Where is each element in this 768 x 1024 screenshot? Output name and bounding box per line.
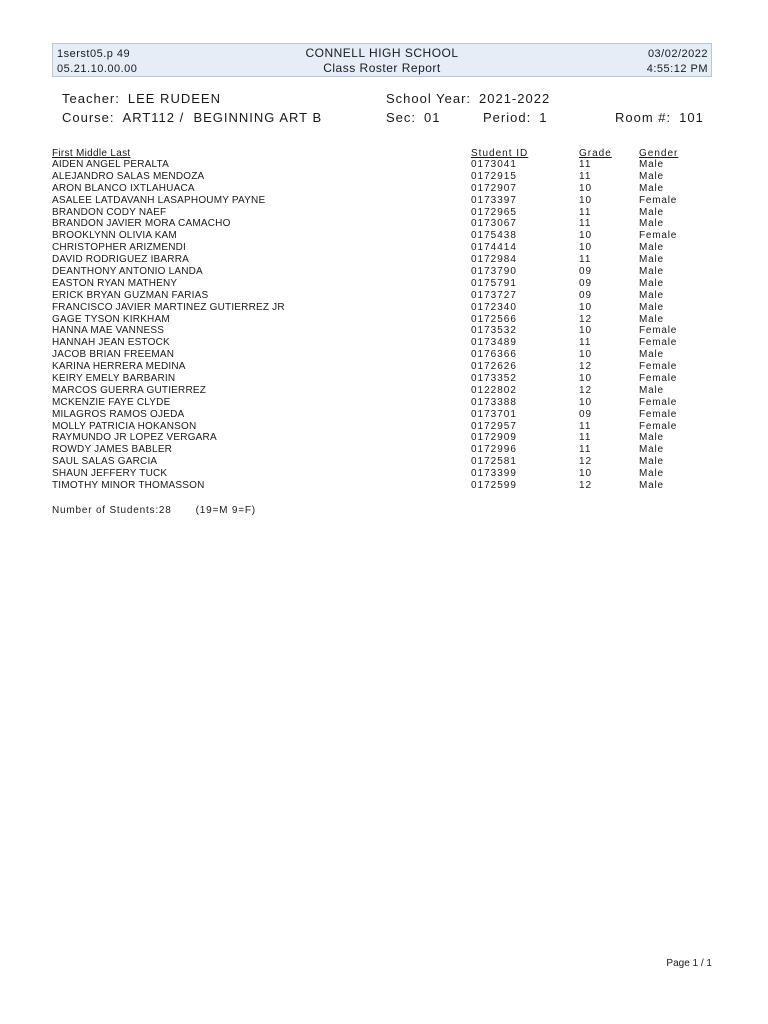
student-grade: 09 [579, 289, 593, 301]
student-id: 0172566 [471, 313, 517, 325]
student-id: 0173727 [471, 289, 517, 301]
table-row [52, 314, 712, 326]
student-grade: 10 [579, 325, 593, 337]
student-grade: 10 [579, 194, 593, 206]
table-row [52, 266, 712, 278]
student-name: DEANTHONY ANTONIO LANDA [52, 266, 203, 278]
course-label: Course: [62, 110, 115, 125]
student-id: 0172965 [471, 206, 517, 218]
student-id: 0175791 [471, 277, 517, 289]
header-center [53, 46, 711, 76]
student-grade: 12 [579, 384, 593, 396]
student-name: CHRISTOPHER ARIZMENDI [52, 242, 187, 254]
student-grade: 11 [579, 218, 592, 230]
table-row [52, 195, 712, 207]
student-gender: Male [639, 242, 664, 254]
report-time: 4:55:12 PM [646, 63, 708, 75]
student-grade: 09 [579, 408, 593, 420]
student-gender: Female [639, 194, 678, 206]
student-name: GAGE TYSON KIRKHAM [52, 313, 170, 325]
student-id: 0172909 [471, 432, 517, 444]
student-gender: Female [639, 408, 678, 420]
student-name: ALEJANDRO SALAS MENDOZA [52, 170, 205, 182]
student-grade: 10 [579, 242, 593, 254]
table-row [52, 242, 712, 254]
header-right [647, 47, 708, 77]
student-gender: Male [639, 170, 664, 182]
student-grade: 12 [579, 313, 593, 325]
page-number: Page 1 / 1 [666, 958, 712, 969]
program-id: 1serst05.p 49 [57, 48, 131, 60]
student-name: SHAUN JEFFERY TUCK [52, 468, 168, 480]
table-row [52, 254, 712, 266]
section-info [386, 109, 440, 127]
column-header-grade: Grade [579, 148, 612, 159]
table-row [52, 397, 712, 409]
student-gender: Female [639, 420, 678, 432]
student-id: 0122802 [471, 384, 517, 396]
table-row [52, 325, 712, 337]
table-row [52, 456, 712, 468]
student-grade: 11 [579, 444, 592, 456]
table-row [52, 337, 712, 349]
student-gender: Female [639, 396, 678, 408]
teacher-info [62, 90, 221, 108]
school-year-label: School Year: [386, 91, 472, 106]
student-name: SAUL SALAS GARCIA [52, 456, 158, 468]
table-row [52, 349, 712, 361]
student-gender: Female [639, 361, 678, 373]
student-grade: 09 [579, 266, 593, 278]
student-id: 0172915 [471, 170, 517, 182]
table-row [52, 444, 712, 456]
table-row [52, 409, 712, 421]
student-id: 0176366 [471, 349, 517, 361]
student-name: ERICK BRYAN GUZMAN FARIAS [52, 289, 209, 301]
student-id: 0172599 [471, 480, 517, 492]
student-name: AIDEN ANGEL PERALTA [52, 159, 169, 170]
student-gender: Male [639, 254, 664, 266]
student-grade: 10 [579, 373, 593, 385]
student-name: JACOB BRIAN FREEMAN [52, 349, 175, 361]
table-row [52, 159, 712, 171]
student-summary [52, 505, 256, 516]
report-header [52, 43, 712, 77]
student-gender: Male [639, 444, 664, 456]
student-id: 0173701 [471, 408, 517, 420]
student-gender: Male [639, 289, 664, 301]
table-row [52, 480, 712, 492]
student-id: 0172626 [471, 361, 517, 373]
student-gender: Male [639, 218, 664, 230]
student-id: 0172907 [471, 182, 517, 194]
student-id: 0173397 [471, 194, 517, 206]
version: 05.21.10.00.00 [57, 63, 138, 75]
table-row [52, 385, 712, 397]
student-id: 0174414 [471, 242, 517, 254]
room-value: 101 [679, 110, 704, 125]
student-id: 0172984 [471, 254, 517, 266]
student-name: ROWDY JAMES BABLER [52, 444, 173, 456]
table-row [52, 278, 712, 290]
student-name: MILAGROS RAMOS OJEDA [52, 408, 185, 420]
school-name: CONNELL HIGH SCHOOL [305, 46, 459, 60]
student-gender: Female [639, 230, 678, 242]
school-year-value: 2021-2022 [479, 91, 551, 106]
student-gender: Male [639, 480, 664, 492]
student-gender: Male [639, 456, 664, 468]
student-grade: 12 [579, 456, 593, 468]
student-count: Number of Students:28 [52, 505, 172, 516]
student-gender: Male [639, 384, 664, 396]
student-name: KARINA HERRERA MEDINA [52, 361, 186, 373]
table-row [52, 468, 712, 480]
table-row [52, 373, 712, 385]
student-gender: Male [639, 182, 664, 194]
teacher-value: LEE RUDEEN [127, 91, 221, 106]
student-id: 0172581 [471, 456, 517, 468]
student-gender: Male [639, 206, 664, 218]
student-grade: 11 [579, 170, 592, 182]
student-grade: 11 [579, 159, 592, 170]
student-id: 0173399 [471, 468, 517, 480]
gender-split: (19=M 9=F) [195, 505, 256, 516]
student-id: 0173790 [471, 266, 517, 278]
student-id: 0175438 [471, 230, 517, 242]
student-gender: Male [639, 313, 664, 325]
student-id: 0172996 [471, 444, 517, 456]
table-row [52, 218, 712, 230]
student-grade: 10 [579, 468, 593, 480]
student-id: 0173532 [471, 325, 517, 337]
student-name: ARON BLANCO IXTLAHUACA [52, 182, 195, 194]
report-title: Class Roster Report [323, 61, 441, 75]
roster-table [52, 159, 712, 492]
student-grade: 10 [579, 230, 593, 242]
course-info [62, 109, 322, 127]
period-info [483, 109, 547, 127]
table-row [52, 183, 712, 195]
table-row [52, 432, 712, 444]
student-gender: Male [639, 432, 664, 444]
student-grade: 11 [579, 206, 592, 218]
student-name: BRANDON CODY NAEF [52, 206, 167, 218]
student-id: 0173352 [471, 373, 517, 385]
student-grade: 11 [579, 254, 592, 266]
student-grade: 11 [579, 337, 592, 349]
student-name: DAVID RODRIGUEZ IBARRA [52, 254, 190, 266]
student-name: KEIRY EMELY BARBARIN [52, 373, 176, 385]
student-grade: 10 [579, 396, 593, 408]
student-grade: 09 [579, 277, 593, 289]
student-grade: 11 [579, 420, 592, 432]
column-header-gender: Gender [639, 148, 679, 159]
student-gender: Male [639, 266, 664, 278]
student-gender: Male [639, 468, 664, 480]
table-row [52, 207, 712, 219]
student-id: 0173489 [471, 337, 517, 349]
section-label: Sec: [386, 110, 417, 125]
student-name: ASALEE LATDAVANH LASAPHOUMY PAYNE [52, 194, 266, 206]
student-name: BROOKLYNN OLIVIA KAM [52, 230, 177, 242]
student-name: RAYMUNDO JR LOPEZ VERGARA [52, 432, 217, 444]
student-name: BRANDON JAVIER MORA CAMACHO [52, 218, 231, 230]
student-name: FRANCISCO JAVIER MARTINEZ GUTIERREZ JR [52, 301, 285, 313]
student-grade: 10 [579, 301, 593, 313]
student-name: EASTON RYAN MATHENY [52, 277, 178, 289]
table-row [52, 171, 712, 183]
student-gender: Male [639, 349, 664, 361]
student-id: 0173041 [471, 159, 517, 170]
student-gender: Female [639, 373, 678, 385]
student-grade: 10 [579, 349, 593, 361]
table-row [52, 230, 712, 242]
student-id: 0173388 [471, 396, 517, 408]
student-gender: Male [639, 277, 664, 289]
period-label: Period: [483, 110, 532, 125]
period-value: 1 [539, 110, 548, 125]
table-row [52, 302, 712, 314]
student-grade: 12 [579, 361, 593, 373]
table-row [52, 361, 712, 373]
table-row [52, 290, 712, 302]
student-name: MCKENZIE FAYE CLYDE [52, 396, 171, 408]
student-name: MARCOS GUERRA GUTIERREZ [52, 384, 207, 396]
teacher-label: Teacher: [62, 91, 120, 106]
room-info [615, 109, 704, 127]
student-id: 0172340 [471, 301, 517, 313]
student-name: HANNA MAE VANNESS [52, 325, 165, 337]
student-name: MOLLY PATRICIA HOKANSON [52, 420, 197, 432]
student-gender: Male [639, 159, 664, 170]
student-gender: Male [639, 301, 664, 313]
student-grade: 10 [579, 182, 593, 194]
student-name: TIMOTHY MINOR THOMASSON [52, 480, 205, 492]
school-year-info [386, 90, 550, 108]
course-value: ART112 / BEGINNING ART B [122, 110, 323, 125]
column-header-student-id: Student ID [471, 148, 529, 159]
report-date: 03/02/2022 [647, 48, 708, 60]
student-grade: 11 [579, 432, 592, 444]
table-row [52, 421, 712, 433]
student-id: 0172957 [471, 420, 517, 432]
column-header-name: First Middle Last [52, 148, 131, 159]
student-gender: Female [639, 337, 678, 349]
student-id: 0173067 [471, 218, 517, 230]
student-name: HANNAH JEAN ESTOCK [52, 337, 170, 349]
room-label: Room #: [615, 110, 672, 125]
section-value: 01 [424, 110, 441, 125]
student-grade: 12 [579, 480, 593, 492]
student-gender: Female [639, 325, 678, 337]
